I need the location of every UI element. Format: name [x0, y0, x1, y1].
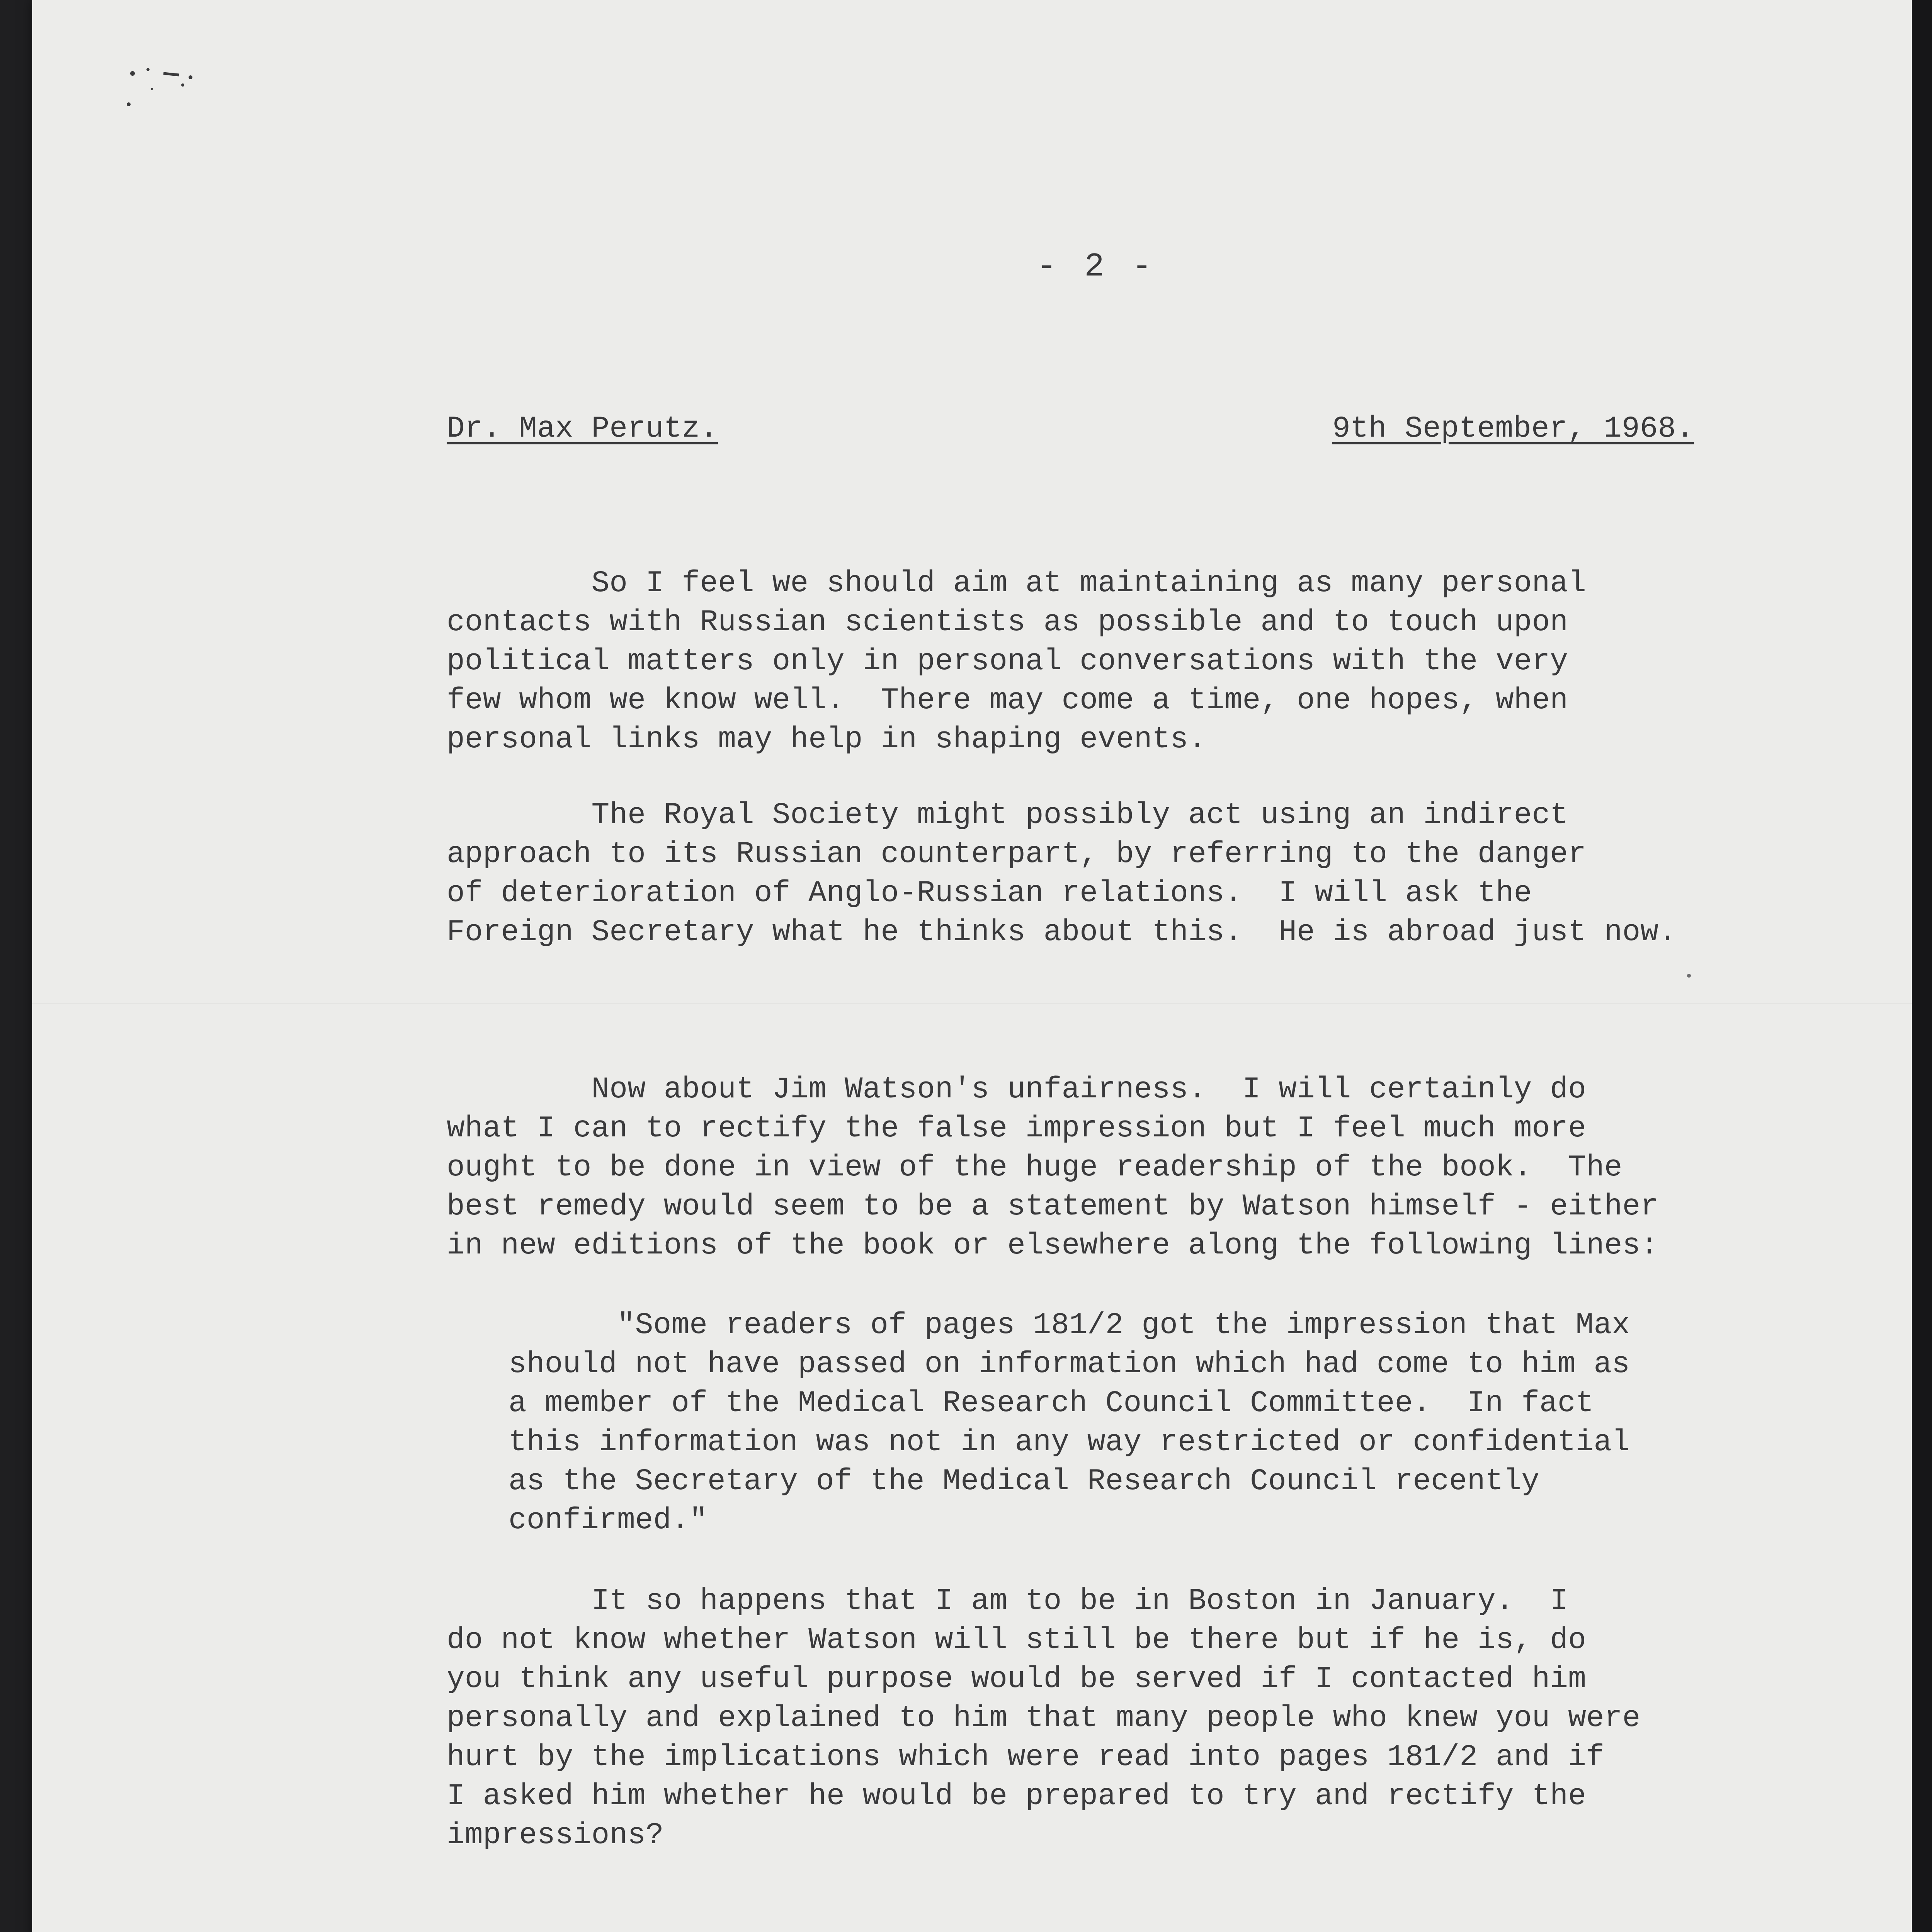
- scan-border-right: [1912, 0, 1932, 1932]
- ink-dot: [1687, 974, 1691, 978]
- paper-fold-line: [32, 1003, 1912, 1004]
- letter-date: 9th September, 1968.: [1332, 412, 1694, 446]
- paper-specks: [125, 62, 264, 120]
- paragraph-personal-contacts: So I feel we should aim at maintaining as many personal contacts with Russian scientists as possible and to touch upon political matters only in personal conversations with the very few whom we know well. There may come a time, one hopes, when personal links may help in shaping events.: [447, 566, 1586, 757]
- paragraph-royal-society: The Royal Society might possibly act using an indirect approach to its Russian counterpart, by referring to the danger of deterioration of Anglo-Russian relations. I will ask the Foreign Secretary what he thinks about this. He is abroad just now.: [447, 798, 1677, 949]
- page-number: - 2 -: [1037, 248, 1156, 286]
- paragraph-watson-unfairness: Now about Jim Watson's unfairness. I will certainly do what I can to rectify the false impression but I feel much more ought to be done in view of the huge readership of the book. The best remedy would seem to be a statement by Watson himself - either in new editions of the book or elsewhere along the following lines:: [447, 1073, 1659, 1263]
- letter-page: [32, 0, 1912, 1932]
- paragraph-boston-visit: It so happens that I am to be in Boston in January. I do not know whether Watson will still be there but if he is, do you think any useful purpose would be served if I contacted him personally and explained to him that many people who knew you were hurt by the implications which were read into pages 181/2 and if I asked him whether he would be prepared to try and rectify the impressions?: [447, 1584, 1641, 1852]
- addressee: Dr. Max Perutz.: [447, 412, 718, 446]
- quoted-statement: "Some readers of pages 181/2 got the impression that Max should not have passed on information which had come to him as a member of the Medical Research Council Committee. In fact this information was not in any way restricted or confidential as the Secretary of the Medical Research Council recently confirmed.": [509, 1308, 1630, 1537]
